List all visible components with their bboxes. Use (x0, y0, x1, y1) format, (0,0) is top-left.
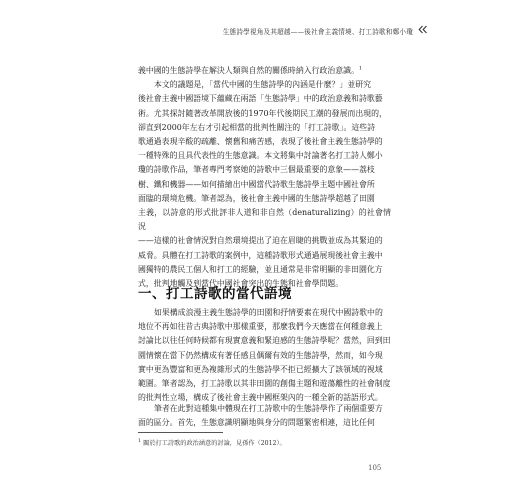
text-line: 面臨的環境危機。筆者認為，後社會主義中國的生態詩學超越了田園 (138, 193, 375, 203)
text-line: 面的區分。首先，生態意識明顯地與身分的問題緊密相連，這比任何 (138, 418, 375, 428)
text-line: 筆者在此對這種集中體現在打工詩歌中的生態詩學作了兩個重要方 (154, 404, 383, 413)
text-line: 後社會主義中國語境下蘊藏在兩語「生態詩學」中的政治意義和詩歌藝 (138, 94, 383, 104)
paragraph-3 (138, 402, 391, 430)
text-line: 式，批判地觸及到當代中國社會突出的生態和社會學問題。 (138, 279, 344, 289)
text-line: 主義，以詩意的形式批評非人道和非自然（denaturalizing）的社會情況 (138, 208, 391, 232)
text-line: 如果構成浪漫主義生態詩學的田園和抒情要素在現代中國詩歌中的 (154, 308, 383, 317)
text-line: 威脅。具體在打工詩歌的案例中，這種詩歌形式通過展現後社會主義中 (138, 250, 383, 260)
footnote-marker: 1 (138, 437, 142, 444)
text-line: 歌通過表現辛酸的疏離、懷舊和痛苦感，表現了後社會主義生態詩學的 (138, 137, 383, 147)
paragraph-1 (138, 64, 391, 291)
footnote-divider (138, 432, 223, 433)
text-line: 範圍。筆者認為，打工詩歌以其非田園的創傷主題和遊蕩離性的社會制度 (138, 379, 391, 389)
text-line: 實中更為豐富和更為複雜形式的生態詩學不拒已經擴大了該領域的視域 (138, 364, 383, 374)
text-line: 術。尤其探討隨著改革開放後的1970年代後期民工潮的發展而出現的， (138, 108, 387, 118)
text-line: ——這樣的社會情況對自然環境提出了迫在眉睫的挑戰並成為其緊迫的 (138, 236, 383, 246)
page-number: 105 (368, 464, 382, 472)
text-line: 的批判性立場，構成了後社會主義中國框架內的一種全新的話語形式。 (138, 393, 383, 403)
running-header: 生態詩學視角及其超越——後社會主義情境、打工詩歌和鄭小瓊 (222, 28, 413, 36)
text-line: 地位不再如往昔古典詩歌中那樣重要，那麼我們今天應當在何種意義上 (138, 322, 383, 332)
section-heading: 一、打工詩歌的當代語境 (138, 286, 292, 302)
text-line: 義中國的生態詩學在解決人類與自然的關係時納入行政治意識。$^1$ (138, 65, 363, 75)
footnote-text: 關於打工詩歌的政治涵意的討論，見孫作（2012）。 (143, 440, 286, 447)
footnote (138, 438, 286, 447)
text-line: 樹、鐵和機器——如何描繪出中國當代詩歌生態詩學主題中國社會所 (138, 179, 375, 189)
text-line: 園情懷在當下仍然構成有著任感且偶爾有效的生態詩學，然而，如今現 (138, 350, 383, 360)
text-line: 本文的議題是，「當代中國的生態詩學的內涵是什麼？」並研究 (154, 80, 371, 90)
text-line: 卻直到2000年左右才引起相當的批判性關注的「打工詩歌」。這些詩 (138, 122, 376, 132)
text-line: 一種特殊的且具代表性的生態意識。本文將集中討論著名打工詩人鄭小 (138, 151, 383, 161)
double-chevron-left-icon (418, 25, 428, 34)
text-line: 國獨特的農民工個人和打工的經驗，並且通常是非常明顯的非田園化方 (138, 264, 383, 274)
text-line: 討論比以往任何時候都有現實意義和緊迫感的生態詩學呢？當然，回到田 (138, 336, 391, 346)
text-line: 瓊的詩歌作品，筆者專門考察她的詩歌中三個最重要的意象——荔枝 (138, 165, 375, 175)
footnote-reference[interactable]: 1 (358, 65, 363, 72)
paragraph-2 (138, 306, 391, 405)
